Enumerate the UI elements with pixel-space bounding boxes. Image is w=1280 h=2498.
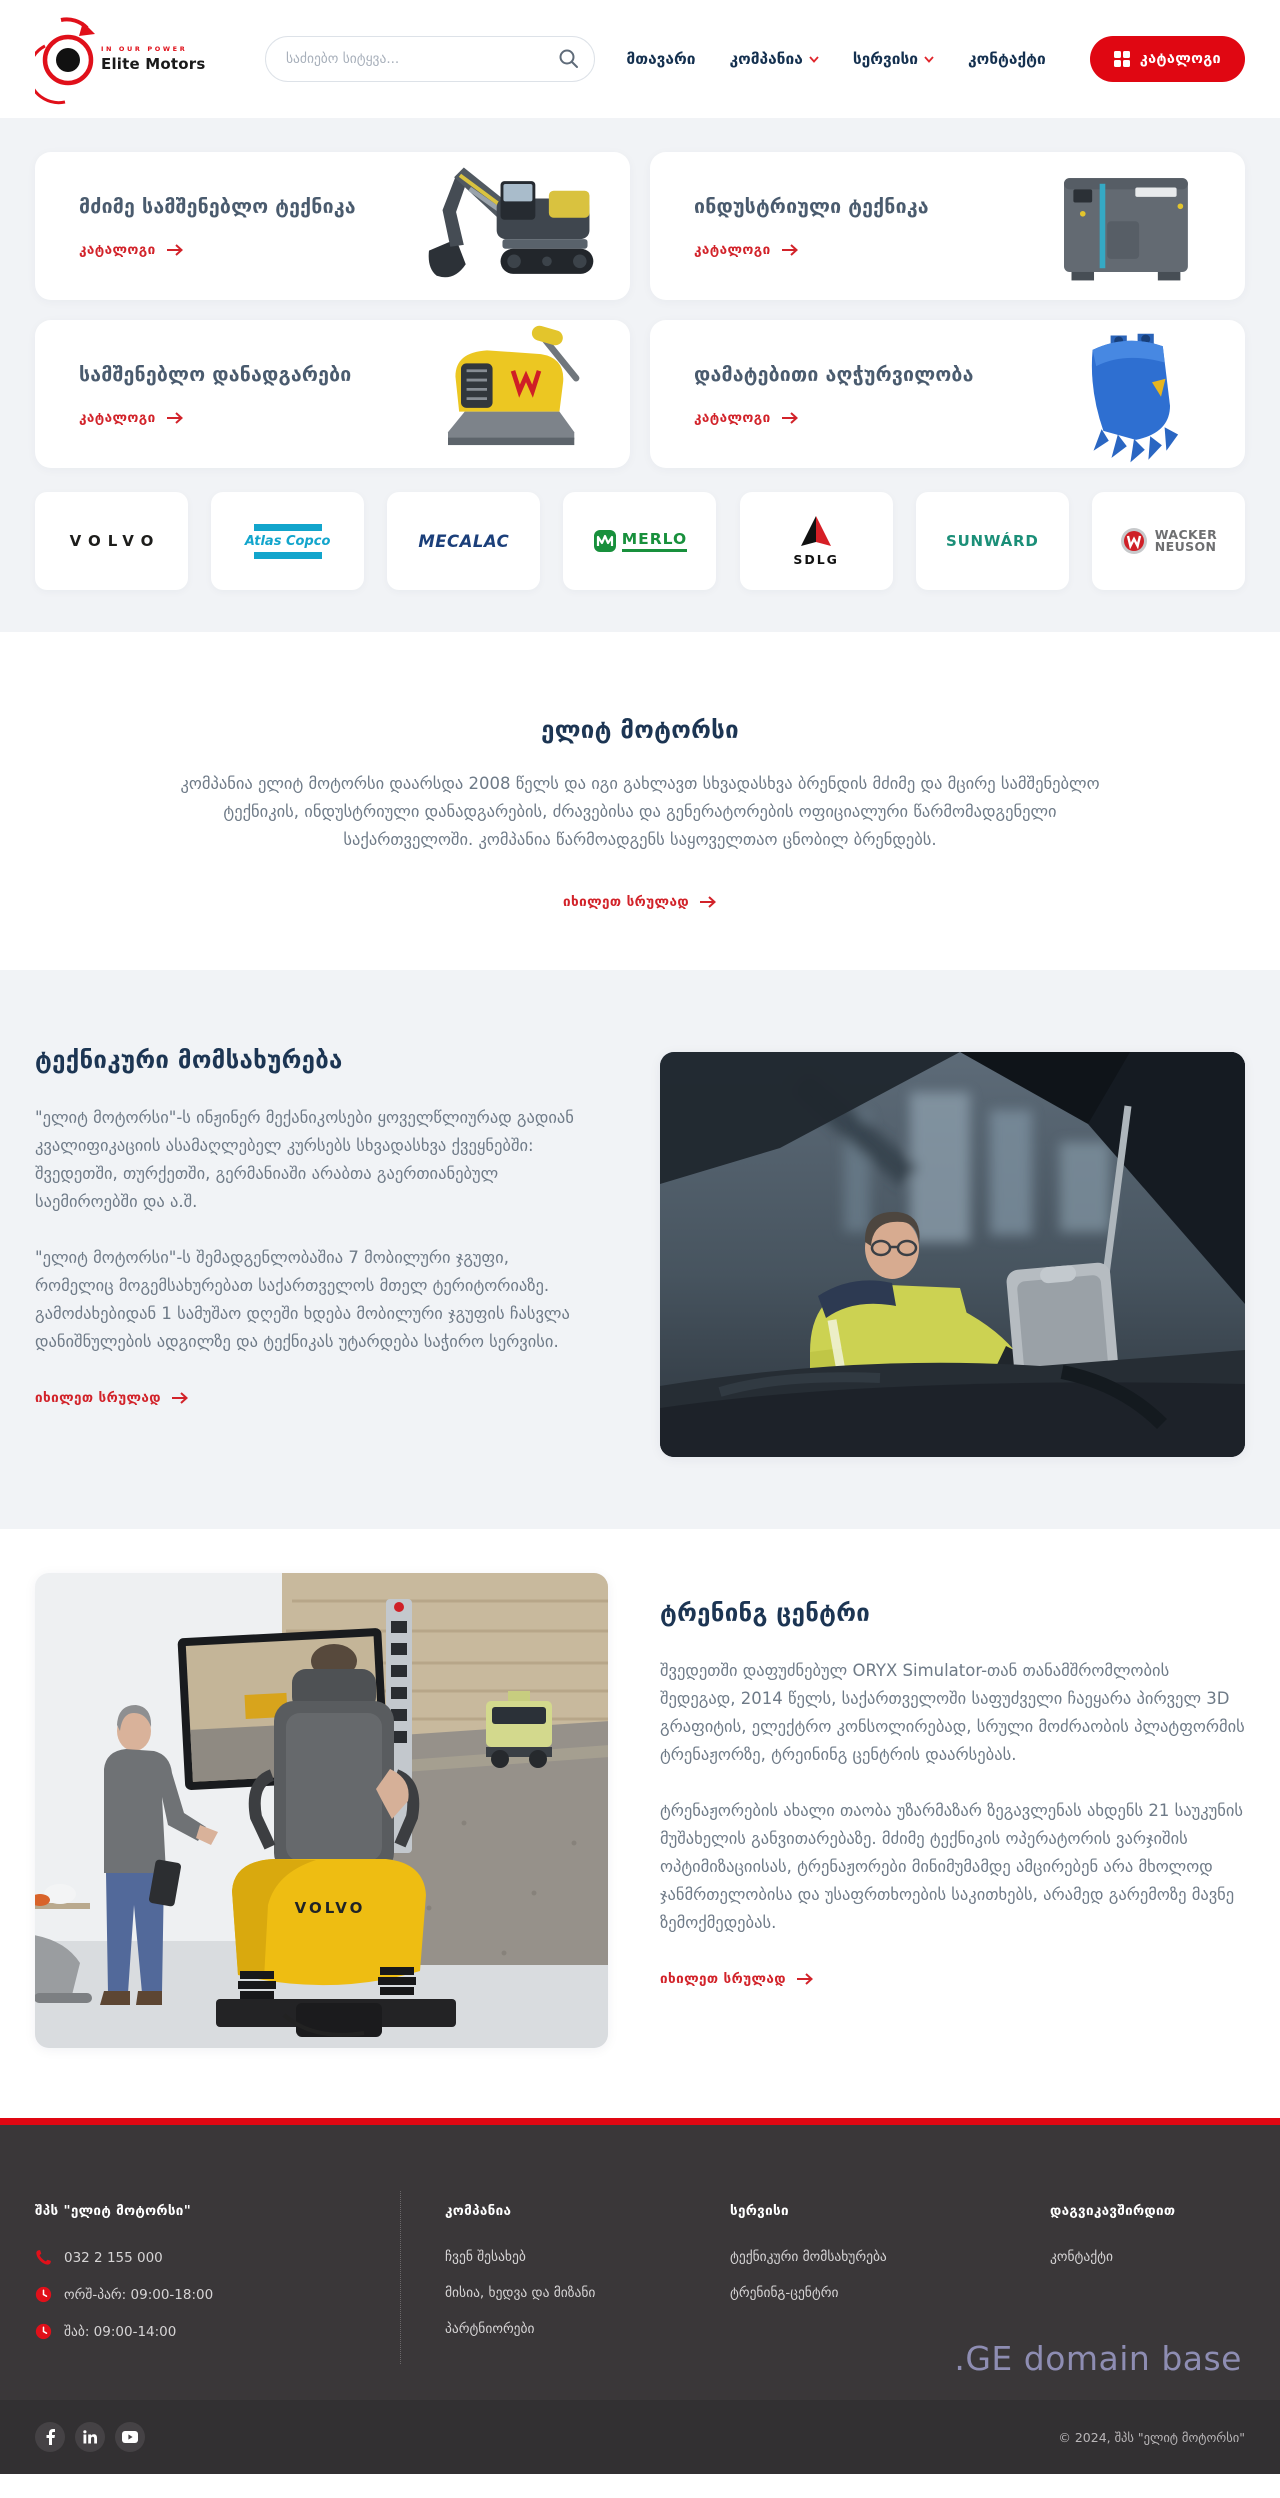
merlo-m-icon: [593, 529, 617, 553]
phone-icon: [35, 2249, 52, 2266]
category-title: სამშენებლო დანადგარები: [79, 362, 352, 386]
link-label: კატალოგი: [79, 409, 156, 426]
footer-col3-title: სერვისი: [730, 2203, 789, 2219]
elite-motors-logo-icon: [35, 12, 107, 106]
wacker-line1: WACKER: [1154, 526, 1218, 542]
category-title: დამატებითი აღჭურვილობა: [694, 362, 974, 386]
atlas-bottom-bar: [254, 552, 322, 559]
nav-label: კომპანია: [729, 50, 803, 68]
footer-phone: [35, 2249, 400, 2266]
about-section: [0, 632, 1280, 970]
about-read-more-link[interactable]: [563, 894, 717, 910]
youtube-icon[interactable]: [115, 2422, 145, 2452]
link-label: იხილეთ სრულად: [563, 894, 689, 910]
chevron-down-icon: [924, 56, 934, 63]
nav-item-home[interactable]: [626, 50, 695, 68]
footer-link-contact[interactable]: კონტაქტი: [1050, 2249, 1113, 2265]
brands-row: [35, 492, 1245, 590]
nav-label: სერვისი: [852, 50, 918, 68]
brand-card-atlas-copco: [211, 492, 364, 590]
arrow-right-icon: [699, 896, 717, 908]
nav-label: კონტაქტი: [968, 50, 1046, 68]
wacker-line2: NEUSON: [1154, 539, 1217, 554]
training-title: ტრენინგ ცენტრი: [660, 1599, 871, 1627]
simulator-volvo-label: VOLVO: [294, 1899, 366, 1917]
footer: [0, 2125, 1280, 2400]
arrow-right-icon: [796, 1973, 814, 1985]
about-text: კომპანია ელიტ მოტორსი დაარსდა 2008 წელს და იგი გახლავთ სხვადასხვა ბრენდის მძიმე და მცირე სამშენებლო ტექნიკის, ინდუსტრიული დანადგარების, ძრავებისა და გენერატორების ოფიციალური წარმომადგენელი საქართველოში. კომპანია წარმოადგენს საყოველთაო ცნობილ ბრენდებს.: [180, 774, 1100, 849]
technical-service-section: [0, 970, 1280, 1529]
simulator-training-photo: [35, 1573, 608, 2048]
arrow-right-icon: [781, 412, 799, 424]
footer-company-links: [400, 2203, 730, 2360]
sunward-logo: SUNWÁRD: [945, 532, 1039, 550]
merlo-text: MERLO: [622, 530, 687, 552]
footer-col4-title: დაგვიკავშირდით: [1050, 2203, 1176, 2219]
atlas-top-bar: [254, 524, 322, 531]
copyright-text: © 2024, შპს "ელიტ მოტორსი": [1058, 2429, 1245, 2445]
brand-card-wacker-neuson: [1092, 492, 1245, 590]
training-paragraph-1: შვედეთში დაფუძნებულ ORYX Simulator-თან თანამშრომლობის შედეგად, 2014 წელს, საქართველოში საფუძველი ჩაეყარა პირველ 3D გრაფიტის, ელექტრო კონსოლირებად, სრული მოძრაობის პლატფორმის ტრენაჟორზე, ტრეინინგ ცენტრის დაარსებას.: [660, 1661, 1245, 1764]
footer-hours-text: შაბ: 09:00-14:00: [64, 2323, 177, 2340]
link-label: იხილეთ სრულად: [35, 1390, 161, 1406]
arrow-right-icon: [781, 244, 799, 256]
arrow-right-icon: [166, 412, 184, 424]
category-title: ინდუსტრიული ტექნიკა: [694, 194, 929, 218]
category-catalog-link[interactable]: [694, 410, 799, 426]
footer-link-about[interactable]: ჩვენ შესახებ: [445, 2249, 526, 2265]
category-catalog-link[interactable]: [694, 242, 799, 258]
social-links: [35, 2422, 145, 2452]
logo-brand: Elite Motors: [101, 55, 206, 73]
footer-col1-title: შპს "ელიტ მოტორსი": [35, 2203, 192, 2219]
plate-compactor-illustration: [409, 324, 604, 464]
footer-link-training-center[interactable]: ტრენინგ-ცენტრი: [730, 2285, 839, 2301]
ge-domain-watermark: .GE domain base: [954, 2339, 1242, 2378]
main-nav: [626, 50, 1045, 68]
logo[interactable]: [35, 12, 245, 106]
category-title: მძიმე სამშენებლო ტექნიკა: [79, 194, 356, 218]
footer-accent-line: [0, 2118, 1280, 2125]
compressor-illustration: [1045, 165, 1205, 287]
facebook-icon[interactable]: [35, 2422, 65, 2452]
merlo-logo: [593, 529, 687, 553]
footer-divider: [400, 2191, 401, 2364]
grid-icon: [1114, 51, 1130, 67]
nav-item-service[interactable]: [853, 50, 934, 68]
excavator-illustration: [399, 154, 604, 299]
link-label: კატალოგი: [694, 409, 771, 426]
clock-icon: [35, 2286, 52, 2303]
catalog-button[interactable]: [1090, 36, 1245, 82]
linkedin-icon[interactable]: [75, 2422, 105, 2452]
brand-card-sunward: [916, 492, 1069, 590]
search-input[interactable]: [265, 36, 595, 82]
footer-link-technical-service[interactable]: ტექნიკური მომსახურება: [730, 2249, 887, 2265]
footer-contact-links: [1050, 2203, 1245, 2360]
logo-tagline: IN OUR POWER: [101, 45, 188, 53]
link-label: კატალოგი: [79, 241, 156, 258]
arrow-right-icon: [166, 244, 184, 256]
service-paragraph-2: "ელიტ მოტორსი"-ს შემადგენლობაშია 7 მობილური ჯგუფი, რომელიც მოგემსახურებათ საქართველოს მთელ ტერიტორიაზე. გამოძახებიდან 1 სამუშაო დღეში ხდება მობილური ჯგუფის ჩასვლა დანიშნულების ადგილზე და ტექნიკას უტარდება საჭირო სერვისი.: [35, 1248, 570, 1351]
footer-link-mission[interactable]: მისია, ხედვა და მიზანი: [445, 2285, 596, 2301]
category-cards-grid: [35, 152, 1245, 468]
brand-card-sdlg: [740, 492, 893, 590]
footer-bottom-bar: [0, 2400, 1280, 2474]
service-title: ტექნიკური მომსახურება: [35, 1046, 343, 1074]
training-center-section: [0, 1529, 1280, 2118]
footer-col2-title: კომპანია: [445, 2203, 512, 2219]
service-paragraph-1: "ელიტ მოტორსი"-ს ინჟინერ მექანიკოსები ყოველწლიურად გადიან კვალიფიკაციის ასამაღლებელ კურსებს სხვადასხვა ქვეყნებში: შვედეთში, თურქეთში, გერმანიაში არაბთა გაერთიანებულ საემიროებში და ა.შ.: [35, 1108, 574, 1211]
excavator-bucket-illustration: [1062, 325, 1197, 463]
header: [0, 0, 1280, 118]
sdlg-text: SDLG: [793, 551, 839, 567]
footer-link-partners[interactable]: პარტნიორები: [445, 2321, 535, 2337]
category-card-heavy-machinery: [35, 152, 630, 300]
chevron-down-icon: [809, 56, 819, 63]
category-catalog-link[interactable]: [79, 242, 184, 258]
nav-item-contact[interactable]: [968, 50, 1046, 68]
catalog-button-label: კატალოგი: [1139, 51, 1221, 67]
category-catalog-link[interactable]: [79, 410, 184, 426]
link-label: კატალოგი: [694, 241, 771, 258]
atlas-copco-text: Atlas Copco: [244, 533, 331, 549]
training-read-more-link[interactable]: [660, 1971, 814, 1987]
brand-card-volvo: [35, 492, 188, 590]
training-paragraph-2: ტრენაჟორების ახალი თაობა უზარმაზარ ზეგავლენას ახდენს 21 საუკუნის მუშახელის განვითარებაზე. მძიმე ტექნიკის ოპერატორის ვარჯიშის ოპტიმიზაციისას, ტრენაჟორები მინიმუმამდე ამცირებენ არა მხოლოდ ჯანმრთელობისა და უსაფრთხოების საკითხებს, არამედ გარემოზე მავნე ზემოქმედებას.: [660, 1801, 1244, 1932]
category-card-industrial: [650, 152, 1245, 300]
nav-label: მთავარი: [626, 50, 696, 68]
brand-card-mecalac: [387, 492, 540, 590]
service-read-more-link[interactable]: [35, 1390, 189, 1406]
volvo-logo: VOLVO: [69, 532, 161, 550]
footer-hours-weekdays: [35, 2286, 400, 2303]
footer-company-info: [35, 2203, 400, 2360]
brand-card-merlo: [563, 492, 716, 590]
footer-phone-number: 032 2 155 000: [64, 2249, 163, 2266]
volvo-truck-in-scene: [486, 1691, 552, 1768]
footer-hours-text: ორშ-პარ: 09:00-18:00: [64, 2286, 214, 2303]
wacker-w-badge-icon: [1120, 527, 1148, 555]
nav-item-company[interactable]: [729, 50, 818, 68]
category-card-additional-equipment: [650, 320, 1245, 468]
footer-hours-saturday: [35, 2323, 400, 2340]
logo-text: [101, 45, 206, 73]
search-icon[interactable]: [558, 48, 579, 69]
clock-icon: [35, 2323, 52, 2340]
link-label: იხილეთ სრულად: [660, 1971, 786, 1987]
search-input-wrapper: [265, 36, 595, 82]
category-card-construction-devices: [35, 320, 630, 468]
about-title: ელიტ მოტორსი: [541, 716, 739, 744]
mechanic-service-photo: [660, 1052, 1245, 1457]
atlas-copco-logo: [245, 524, 330, 559]
arrow-right-icon: [171, 1392, 189, 1404]
sdlg-triangle-icon: [797, 516, 835, 550]
footer-service-links: [730, 2203, 1050, 2360]
mecalac-logo: MECALAC: [418, 531, 510, 551]
wacker-neuson-logo: [1120, 527, 1217, 555]
categories-section: [0, 118, 1280, 632]
sdlg-logo: [793, 516, 839, 567]
